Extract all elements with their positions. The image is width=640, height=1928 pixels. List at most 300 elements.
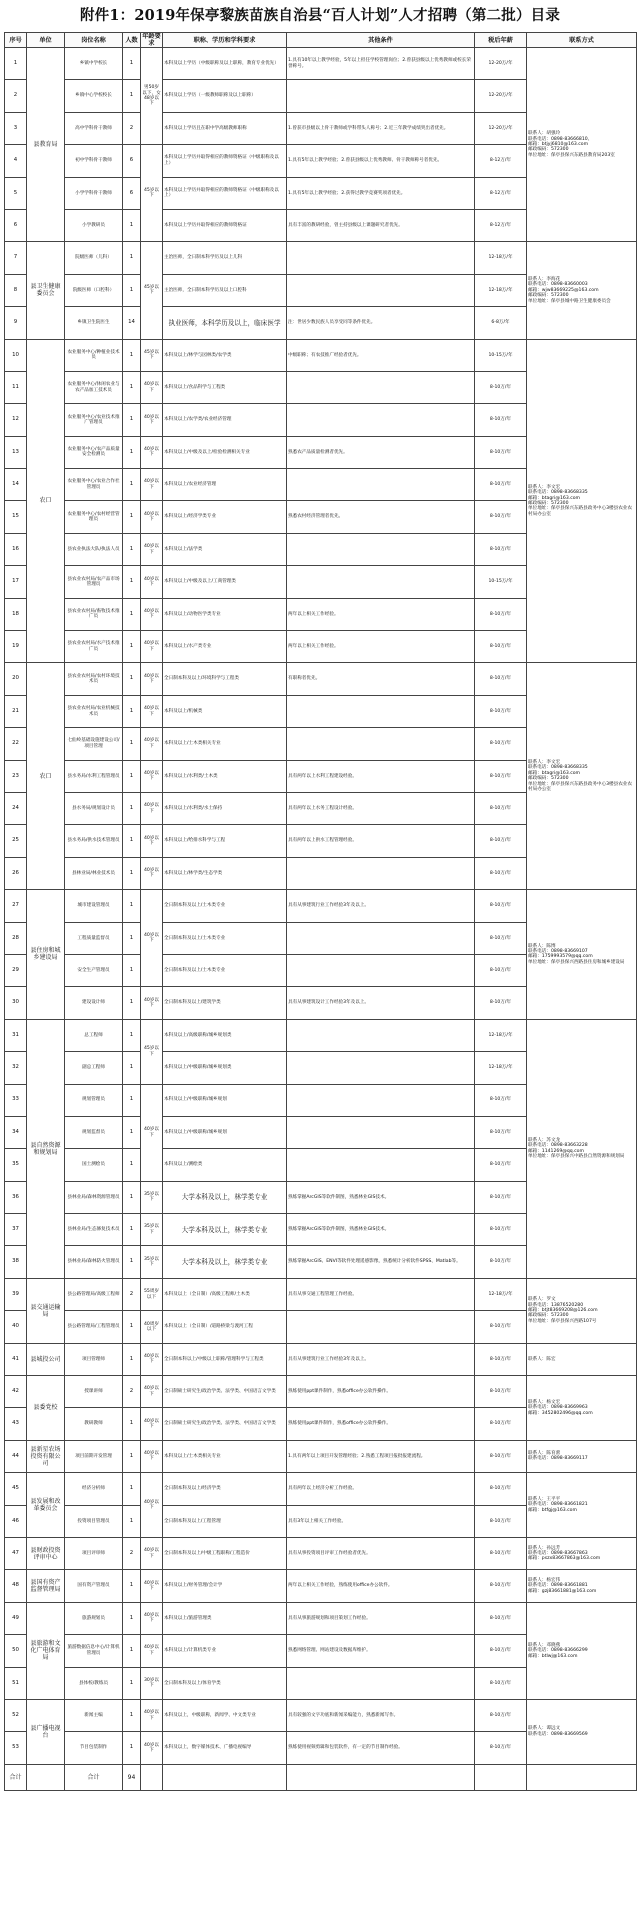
row-number-cell: 29: [5, 954, 27, 986]
post-name-cell: 节目包装制作: [65, 1732, 123, 1764]
contact-cell: 联系人：陈育蕾 联系电话：0898-83669117: [527, 1440, 637, 1472]
headcount-cell: 2: [123, 1537, 141, 1569]
headcount-cell: 2: [123, 1376, 141, 1408]
salary-cell: 8-10万/年: [475, 825, 527, 857]
qualification-cell: 本科及以上/中级职称/城乡规划: [163, 1084, 287, 1116]
table-row: [5, 1473, 637, 1505]
age-requirement-cell: 45岁以下: [141, 242, 163, 339]
other-conditions-cell: 具有两年以上水利工程建设经验。: [287, 760, 475, 792]
empty-cell: [475, 1764, 527, 1790]
headcount-cell: 1: [123, 1311, 141, 1343]
row-number-cell: 17: [5, 566, 27, 598]
qualification-cell: 本科及以上（全日制）/高级工程师/土木类: [163, 1278, 287, 1310]
row-number-cell: 13: [5, 436, 27, 468]
qualification-cell: 大学本科及以上，林学类专业: [163, 1214, 287, 1246]
total-row: [5, 1764, 637, 1790]
table-row: [5, 1602, 637, 1634]
other-conditions-cell: 具有两年以上供水工程管理经验。: [287, 825, 475, 857]
salary-cell: 8-10万/年: [475, 760, 527, 792]
qualification-cell: 大学本科及以上，林学类专业: [163, 1246, 287, 1278]
post-name-cell: 规划管理员: [65, 1084, 123, 1116]
table-row: [5, 1570, 637, 1602]
salary-cell: 12-18万/年: [475, 242, 527, 274]
age-requirement-cell: 40岁以下: [141, 1343, 163, 1375]
qualification-cell: 本科及以上/中级及以上/工商管理类: [163, 566, 287, 598]
row-number-cell: 21: [5, 695, 27, 727]
post-name-cell: 工程质量监督员: [65, 922, 123, 954]
salary-cell: 8-10万/年: [475, 371, 527, 403]
qualification-cell: 本科及以上/财务管理/会计学: [163, 1570, 287, 1602]
unit-name-cell: 县自然资源和规划局: [27, 1019, 65, 1278]
other-conditions-cell: 具有从事投资项目评审工作经验者优先。: [287, 1537, 475, 1569]
row-number-cell: 51: [5, 1667, 27, 1699]
other-conditions-cell: 两年以上相关工作经验。: [287, 598, 475, 630]
age-requirement-cell: 45岁以下: [141, 145, 163, 242]
qualification-cell: 本科及以上学历并取得相应的教师资格证（中级职称及以上）: [163, 177, 287, 209]
qualification-cell: 本科及以上/土木类相关专业: [163, 1440, 287, 1472]
other-conditions-cell: 熟练使用ppt课件制作，熟悉office办公软件操作。: [287, 1408, 475, 1440]
row-number-cell: 52: [5, 1699, 27, 1731]
post-name-cell: 县水务局/水利工程管理员: [65, 760, 123, 792]
age-requirement-cell: 40岁以下: [141, 598, 163, 630]
unit-name-cell: 县委党校: [27, 1376, 65, 1441]
other-conditions-cell: [287, 1084, 475, 1116]
other-conditions-cell: 具有两年以上水务工程设计经验。: [287, 792, 475, 824]
row-number-cell: 34: [5, 1116, 27, 1148]
other-conditions-cell: 熟悉农村经济管理者优先。: [287, 501, 475, 533]
other-conditions-cell: [287, 80, 475, 112]
row-number-cell: 49: [5, 1602, 27, 1634]
age-requirement-cell: 40岁以下: [141, 1084, 163, 1181]
post-name-cell: 农业服务中心/农业技术推广管理员: [65, 404, 123, 436]
post-name-cell: 高中学科骨干教师: [65, 112, 123, 144]
headcount-cell: 1: [123, 209, 141, 241]
headcount-cell: 14: [123, 307, 141, 339]
table-row: [5, 1278, 637, 1310]
qualification-cell: 全日制本科及以上/环境科学与工程类: [163, 663, 287, 695]
other-conditions-cell: [287, 371, 475, 403]
unit-name-cell: 县广播电视台: [27, 1699, 65, 1764]
other-conditions-cell: 熟练掌握ArcGIS等软件制图，熟悉林业GIS技术。: [287, 1214, 475, 1246]
unit-name-cell: 县交通运输局: [27, 1278, 65, 1343]
qualification-cell: 全日制本科以上/中级以上职称/管理科学与工程类: [163, 1343, 287, 1375]
document-title: 附件1：2019年保亭黎族苗族自治县“百人计划”人才招聘（第二批）目录: [79, 7, 561, 24]
row-number-cell: 32: [5, 1052, 27, 1084]
contact-cell: 联系人：罗文 联系电话：13876520280 邮箱：btjt83669208@126.com 邮政编码：572300 单位地址：保亭县保兴西路107号: [527, 1278, 637, 1343]
row-number-cell: 31: [5, 1019, 27, 1051]
salary-cell: 12-18万/年: [475, 1019, 527, 1051]
row-number-cell: 41: [5, 1343, 27, 1375]
row-number-cell: 40: [5, 1311, 27, 1343]
salary-cell: 8-10万/年: [475, 1246, 527, 1278]
qualification-cell: 主治医师，全日制本科学历及以上儿科: [163, 242, 287, 274]
post-name-cell: 县林业局/森林防火管理员: [65, 1246, 123, 1278]
salary-cell: 12-20万/年: [475, 80, 527, 112]
row-number-cell: 48: [5, 1570, 27, 1602]
headcount-cell: 1: [123, 954, 141, 986]
row-number-cell: 8: [5, 274, 27, 306]
row-number-cell: 50: [5, 1635, 27, 1667]
qualification-cell: 本科及以上/食品科学与工程类: [163, 371, 287, 403]
post-name-cell: 院级医师（口腔科）: [65, 274, 123, 306]
headcount-cell: 1: [123, 1116, 141, 1148]
age-requirement-cell: 40岁以下: [141, 1635, 163, 1667]
unit-name-cell: 农口: [27, 339, 65, 663]
post-name-cell: 国土测绘员: [65, 1149, 123, 1181]
qualification-cell: 本科及以上/动物医学类专业: [163, 598, 287, 630]
headcount-cell: 1: [123, 80, 141, 112]
headcount-cell: 1: [123, 890, 141, 922]
other-conditions-cell: [287, 728, 475, 760]
headcount-cell: 1: [123, 1732, 141, 1764]
qualification-cell: 本科及以上，数字媒体技术、广播电视编导: [163, 1732, 287, 1764]
other-conditions-cell: 具有从事建筑行业工作经验3年及以上。: [287, 890, 475, 922]
row-number-cell: 45: [5, 1473, 27, 1505]
row-number-cell: 24: [5, 792, 27, 824]
headcount-cell: 1: [123, 922, 141, 954]
row-number-cell: 2: [5, 80, 27, 112]
row-number-cell: 15: [5, 501, 27, 533]
unit-name-cell: 农口: [27, 663, 65, 890]
age-requirement-cell: 40岁以下: [141, 987, 163, 1019]
salary-cell: 8-10万/年: [475, 404, 527, 436]
other-conditions-cell: 中级职称；有农技推广经验者优先。: [287, 339, 475, 371]
salary-cell: 6-8万/年: [475, 307, 527, 339]
headcount-cell: 1: [123, 501, 141, 533]
empty-cell: [141, 1764, 163, 1790]
table-row: [5, 1376, 637, 1408]
age-requirement-cell: 30岁以下: [141, 1667, 163, 1699]
headcount-cell: 1: [123, 339, 141, 371]
post-name-cell: 投资项目管理员: [65, 1505, 123, 1537]
headcount-cell: 1: [123, 1699, 141, 1731]
age-requirement-cell: 35岁以下: [141, 1181, 163, 1213]
other-conditions-cell: 两年以上相关工作经验。: [287, 631, 475, 663]
post-name-cell: 县农业农村局/农产品市场管理员: [65, 566, 123, 598]
headcount-cell: 1: [123, 1246, 141, 1278]
other-conditions-cell: 熟练使用ppt课件制作，熟悉office办公软件操作。: [287, 1376, 475, 1408]
age-requirement-cell: 40岁以下: [141, 825, 163, 857]
headcount-cell: 1: [123, 1052, 141, 1084]
row-number-cell: 37: [5, 1214, 27, 1246]
qualification-cell: 全日制本科及以上/土木类专业: [163, 922, 287, 954]
age-requirement-cell: 40岁以下: [141, 1699, 163, 1731]
row-number-cell: 22: [5, 728, 27, 760]
other-conditions-cell: [287, 469, 475, 501]
post-name-cell: 建设设计师: [65, 987, 123, 1019]
other-conditions-cell: [287, 1116, 475, 1148]
column-header: 其他条件: [287, 33, 475, 48]
headcount-cell: 1: [123, 1084, 141, 1116]
row-number-cell: 11: [5, 371, 27, 403]
other-conditions-cell: [287, 922, 475, 954]
salary-cell: 8-10万/年: [475, 728, 527, 760]
headcount-cell: 1: [123, 1214, 141, 1246]
post-name-cell: 农业服务中心/农业合作社管理员: [65, 469, 123, 501]
qualification-cell: 全日制本科及以上/土木类专业: [163, 954, 287, 986]
empty-cell: [527, 1764, 637, 1790]
qualification-cell: 本科及以上/经济学类专业: [163, 501, 287, 533]
contact-cell: 联系人：李海花 联系电话：0898-83660003 邮箱：wjw83669225@163.com 邮政编码：572300 单位地址：保亭县城中路卫生健康委员会: [527, 242, 637, 339]
other-conditions-cell: 有职称者优先。: [287, 663, 475, 695]
qualification-cell: 本科及以上，中级职称，新闻学、中文类专业: [163, 1699, 287, 1731]
row-number-cell: 27: [5, 890, 27, 922]
other-conditions-cell: [287, 857, 475, 889]
row-number-cell: 20: [5, 663, 27, 695]
qualification-cell: 本科及以上/机械类: [163, 695, 287, 727]
post-name-cell: 县林业局/森林资源管理员: [65, 1181, 123, 1213]
post-name-cell: 小学学科骨干教师: [65, 177, 123, 209]
salary-cell: 8-12万/年: [475, 145, 527, 177]
other-conditions-cell: [287, 404, 475, 436]
table-row: [5, 1440, 637, 1472]
qualification-cell: 本科及以上/土木类相关专业: [163, 728, 287, 760]
other-conditions-cell: [287, 1311, 475, 1343]
salary-cell: 8-10万/年: [475, 663, 527, 695]
headcount-cell: 1: [123, 598, 141, 630]
post-name-cell: 县林业局/生态修复技术员: [65, 1214, 123, 1246]
row-number-cell: 36: [5, 1181, 27, 1213]
age-requirement-cell: 40岁以下: [141, 857, 163, 889]
qualification-cell: 本科及以上学历并取得相应的教师资格证: [163, 209, 287, 241]
qualification-cell: 本科及以上学历且在职中学高级教师职称: [163, 112, 287, 144]
salary-cell: 8-10万/年: [475, 1181, 527, 1213]
headcount-cell: 1: [123, 1570, 141, 1602]
age-requirement-cell: 40岁以下: [141, 371, 163, 403]
qualification-cell: 本科及以上/中级职称/城乡规划: [163, 1116, 287, 1148]
row-number-cell: 33: [5, 1084, 27, 1116]
qualification-cell: 本科及以上/中级职称/城乡规划类: [163, 1052, 287, 1084]
other-conditions-cell: 熟悉农产品质量检测者优先。: [287, 436, 475, 468]
post-name-cell: 项目前期开发管理: [65, 1440, 123, 1472]
table-row: [5, 48, 637, 80]
qualification-cell: 本科及以上/水产类专业: [163, 631, 287, 663]
table-row: [5, 1537, 637, 1569]
qualification-cell: 全日制本科及以上/中级工程职称/工程造价: [163, 1537, 287, 1569]
post-name-cell: 城市建设管理员: [65, 890, 123, 922]
row-number-cell: 28: [5, 922, 27, 954]
headcount-cell: 1: [123, 1440, 141, 1472]
table-row: [5, 242, 637, 274]
qualification-cell: 本科及以上/水利类/水土保持: [163, 792, 287, 824]
age-requirement-cell: 45岁以下: [141, 339, 163, 371]
contact-cell: 联系人：李文宏 联系电话：0898-83668335 邮箱：btagri@163.com 邮政编码：572300 单位地址：保亭县保兴东路县政务中心3楼县农业农村局办公室: [527, 663, 637, 890]
headcount-cell: 1: [123, 48, 141, 80]
salary-cell: 8-10万/年: [475, 695, 527, 727]
post-name-cell: 旅游数据信息中心/计算机管理员: [65, 1635, 123, 1667]
total-label-cell: 合计: [5, 1764, 27, 1790]
headcount-cell: 1: [123, 1473, 141, 1505]
headcount-cell: 1: [123, 533, 141, 565]
other-conditions-cell: [287, 1667, 475, 1699]
post-name-cell: 总工程师: [65, 1019, 123, 1051]
age-requirement-cell: 40岁以下: [141, 760, 163, 792]
contact-cell: 联系人：陈宏: [527, 1343, 637, 1375]
qualification-cell: 本科及以上/给排水科学与工程: [163, 825, 287, 857]
age-requirement-cell: 40岁以下: [141, 1473, 163, 1538]
row-number-cell: 3: [5, 112, 27, 144]
age-requirement-cell: 40岁以下: [141, 1537, 163, 1569]
other-conditions-cell: 具有从事建筑行业工作经验3年及以上。: [287, 1343, 475, 1375]
salary-cell: 8-10万/年: [475, 436, 527, 468]
headcount-cell: 1: [123, 663, 141, 695]
row-number-cell: 23: [5, 760, 27, 792]
other-conditions-cell: 注：世居少数民族人员享受同等条件优先。: [287, 307, 475, 339]
age-requirement-cell: 40岁以下: [141, 1376, 163, 1408]
salary-cell: 8-10万/年: [475, 631, 527, 663]
contact-cell: 联系人：陈博 联系电话：0898-83669107 邮箱：1759993579@qq.com 单位地址：保亭县保兴西路县住房和城乡建设局: [527, 890, 637, 1020]
total-post-cell: 合计: [65, 1764, 123, 1790]
headcount-cell: 1: [123, 792, 141, 824]
headcount-cell: 1: [123, 857, 141, 889]
contact-cell: 联系人：杨宏伟 联系电话：0898-83661881 邮箱：gzj83661881@163.com: [527, 1570, 637, 1602]
qualification-cell: 全日制本科及以上/建筑学类: [163, 987, 287, 1019]
row-number-cell: 16: [5, 533, 27, 565]
salary-cell: 8-10万/年: [475, 1343, 527, 1375]
salary-cell: 8-10万/年: [475, 922, 527, 954]
age-requirement-cell: 男50岁以下，女48岁以下: [141, 48, 163, 145]
other-conditions-cell: 1.具有10年以上教学经验，5年以上担任学校管理岗位；2.曾获县级以上优秀教师或校长荣誉称号。: [287, 48, 475, 80]
post-name-cell: 农业服务中心/农产品质量安全检测员: [65, 436, 123, 468]
row-number-cell: 6: [5, 209, 27, 241]
salary-cell: 12-20万/年: [475, 48, 527, 80]
other-conditions-cell: 1.具有5年以上教学经验；2.获得过教学竞赛奖项者优先。: [287, 177, 475, 209]
qualification-cell: 执业医师，本科学历及以上，临床医学: [163, 307, 287, 339]
salary-cell: 8-10万/年: [475, 1116, 527, 1148]
headcount-cell: 6: [123, 145, 141, 177]
age-requirement-cell: 40岁以下: [141, 1570, 163, 1602]
headcount-cell: 1: [123, 1602, 141, 1634]
salary-cell: 8-12万/年: [475, 177, 527, 209]
age-requirement-cell: 40岁以下: [141, 404, 163, 436]
salary-cell: 12-18万/年: [475, 274, 527, 306]
salary-cell: 10-15万/年: [475, 566, 527, 598]
column-header: 单位: [27, 33, 65, 48]
qualification-cell: 本科及以上/测绘类: [163, 1149, 287, 1181]
column-header: 职称、学历和学科要求: [163, 33, 287, 48]
post-name-cell: 授课讲师: [65, 1376, 123, 1408]
empty-cell: [27, 1764, 65, 1790]
post-name-cell: 县公路管理局/高级工程师: [65, 1278, 123, 1310]
age-requirement-cell: 40岁以下: [141, 890, 163, 987]
table-row: [5, 339, 637, 371]
row-number-cell: 30: [5, 987, 27, 1019]
headcount-cell: 1: [123, 1505, 141, 1537]
salary-cell: 8-10万/年: [475, 501, 527, 533]
other-conditions-cell: [287, 566, 475, 598]
salary-cell: 8-10万/年: [475, 1214, 527, 1246]
salary-cell: 12-18万/年: [475, 1278, 527, 1310]
post-name-cell: 小学教研员: [65, 209, 123, 241]
other-conditions-cell: 熟练掌握ArcGIS等软件制图，熟悉林业GIS技术。: [287, 1181, 475, 1213]
row-number-cell: 47: [5, 1537, 27, 1569]
column-header: 岗位名称: [65, 33, 123, 48]
other-conditions-cell: 熟悉网络管理、网站建设及数据库维护。: [287, 1635, 475, 1667]
unit-name-cell: 县新星农场投资有限公司: [27, 1440, 65, 1472]
post-name-cell: 新闻主编: [65, 1699, 123, 1731]
row-number-cell: 53: [5, 1732, 27, 1764]
qualification-cell: 本科及以上/中级及以上/检验检测相关专业: [163, 436, 287, 468]
table-row: [5, 1699, 637, 1731]
post-name-cell: 农业服务中心/休闲农业与农产品加工技术员: [65, 371, 123, 403]
age-requirement-cell: 40岁以下: [141, 1440, 163, 1472]
headcount-cell: 1: [123, 631, 141, 663]
contact-cell: 联系人：苏文龙 联系电话：0898-83663228 邮箱：1141269@qq.com 单位地址：保亭县保兴中路县自然资源和规划局: [527, 1019, 637, 1278]
qualification-cell: 本科及以上学历（中级职称及以上职称，教育专业优先）: [163, 48, 287, 80]
row-number-cell: 38: [5, 1246, 27, 1278]
other-conditions-cell: 熟练掌握ArcGIS、ENVI等软件处理遥感影像，熟悉统计分析软件SPSS、Matlab等。: [287, 1246, 475, 1278]
age-requirement-cell: 35岁以下: [141, 1214, 163, 1246]
row-number-cell: 1: [5, 48, 27, 80]
post-name-cell: 项目管理师: [65, 1343, 123, 1375]
column-header: 人数: [123, 33, 141, 48]
other-conditions-cell: [287, 242, 475, 274]
post-name-cell: 县公路管理局/工程管理员: [65, 1311, 123, 1343]
other-conditions-cell: 具有两年以上经济分析工作经验。: [287, 1473, 475, 1505]
qualification-cell: 本科及以上/高级职称/城乡规划类: [163, 1019, 287, 1051]
qualification-cell: 本科及以上/林学类/生态学类: [163, 857, 287, 889]
empty-cell: [287, 1764, 475, 1790]
contact-cell: 联系人：谭远文 联系电话：0898-83669569: [527, 1699, 637, 1764]
row-number-cell: 4: [5, 145, 27, 177]
qualification-cell: 本科及以上/法学类: [163, 533, 287, 565]
qualification-cell: 全日制硕士研究生/政治学类、法学类、中国语言文学类: [163, 1376, 287, 1408]
post-name-cell: 国有资产管理员: [65, 1570, 123, 1602]
unit-name-cell: 县卫生健康委员会: [27, 242, 65, 339]
age-requirement-cell: 40岁以下: [141, 533, 163, 565]
other-conditions-cell: 具有3年以上相关工作经验。: [287, 1505, 475, 1537]
salary-cell: 8-10万/年: [475, 469, 527, 501]
headcount-cell: 1: [123, 1149, 141, 1181]
age-requirement-cell: 40岁以下: [141, 436, 163, 468]
post-name-cell: 乡镇中心学校校长: [65, 80, 123, 112]
age-requirement-cell: 40岁以下: [141, 469, 163, 501]
other-conditions-cell: 具有从事旅游规划和项目策划工作经验。: [287, 1602, 475, 1634]
age-requirement-cell: 40岁以下: [141, 1408, 163, 1440]
unit-name-cell: 县发展和改革委员会: [27, 1473, 65, 1538]
empty-cell: [163, 1764, 287, 1790]
qualification-cell: 全日制本科及以上/经济学类: [163, 1473, 287, 1505]
post-name-cell: 县农业农村局/畜牧技术推广员: [65, 598, 123, 630]
headcount-cell: 2: [123, 1278, 141, 1310]
post-name-cell: 县农业农村局/农村环境技术员: [65, 663, 123, 695]
other-conditions-cell: 1.具有两年以上项目开发管理经验；2.熟悉工程项目报批报建流程。: [287, 1440, 475, 1472]
post-name-cell: 院级医师（儿科）: [65, 242, 123, 274]
row-number-cell: 14: [5, 469, 27, 501]
other-conditions-cell: 具有从事交通工程管理工作经验。: [287, 1278, 475, 1310]
other-conditions-cell: [287, 695, 475, 727]
headcount-cell: 1: [123, 1343, 141, 1375]
headcount-cell: 1: [123, 1019, 141, 1051]
headcount-cell: 1: [123, 404, 141, 436]
salary-cell: 8-10万/年: [475, 1667, 527, 1699]
other-conditions-cell: 1.具有5年以上教学经验；2.曾获县级以上优秀教师、骨干教师称号者优先。: [287, 145, 475, 177]
other-conditions-cell: [287, 1149, 475, 1181]
age-requirement-cell: 55周岁以下: [141, 1278, 163, 1310]
qualification-cell: 本科及以上（全日制）/道路桥梁与渡河工程: [163, 1311, 287, 1343]
qualification-cell: 本科及以上/旅游管理类: [163, 1602, 287, 1634]
unit-name-cell: 县财政投资评审中心: [27, 1537, 65, 1569]
row-number-cell: 26: [5, 857, 27, 889]
age-requirement-cell: 40周岁以下: [141, 1311, 163, 1343]
post-name-cell: 项目评审师: [65, 1537, 123, 1569]
salary-cell: 8-10万/年: [475, 1602, 527, 1634]
row-number-cell: 44: [5, 1440, 27, 1472]
contact-cell: 联系人：王平平 联系电话：0898-83661821 邮箱：btfgj@163.com: [527, 1473, 637, 1538]
qualification-cell: 主治医师，全日制本科学历及以上口腔科: [163, 274, 287, 306]
headcount-cell: 1: [123, 728, 141, 760]
qualification-cell: 全日制本科及以上/工程管理: [163, 1505, 287, 1537]
